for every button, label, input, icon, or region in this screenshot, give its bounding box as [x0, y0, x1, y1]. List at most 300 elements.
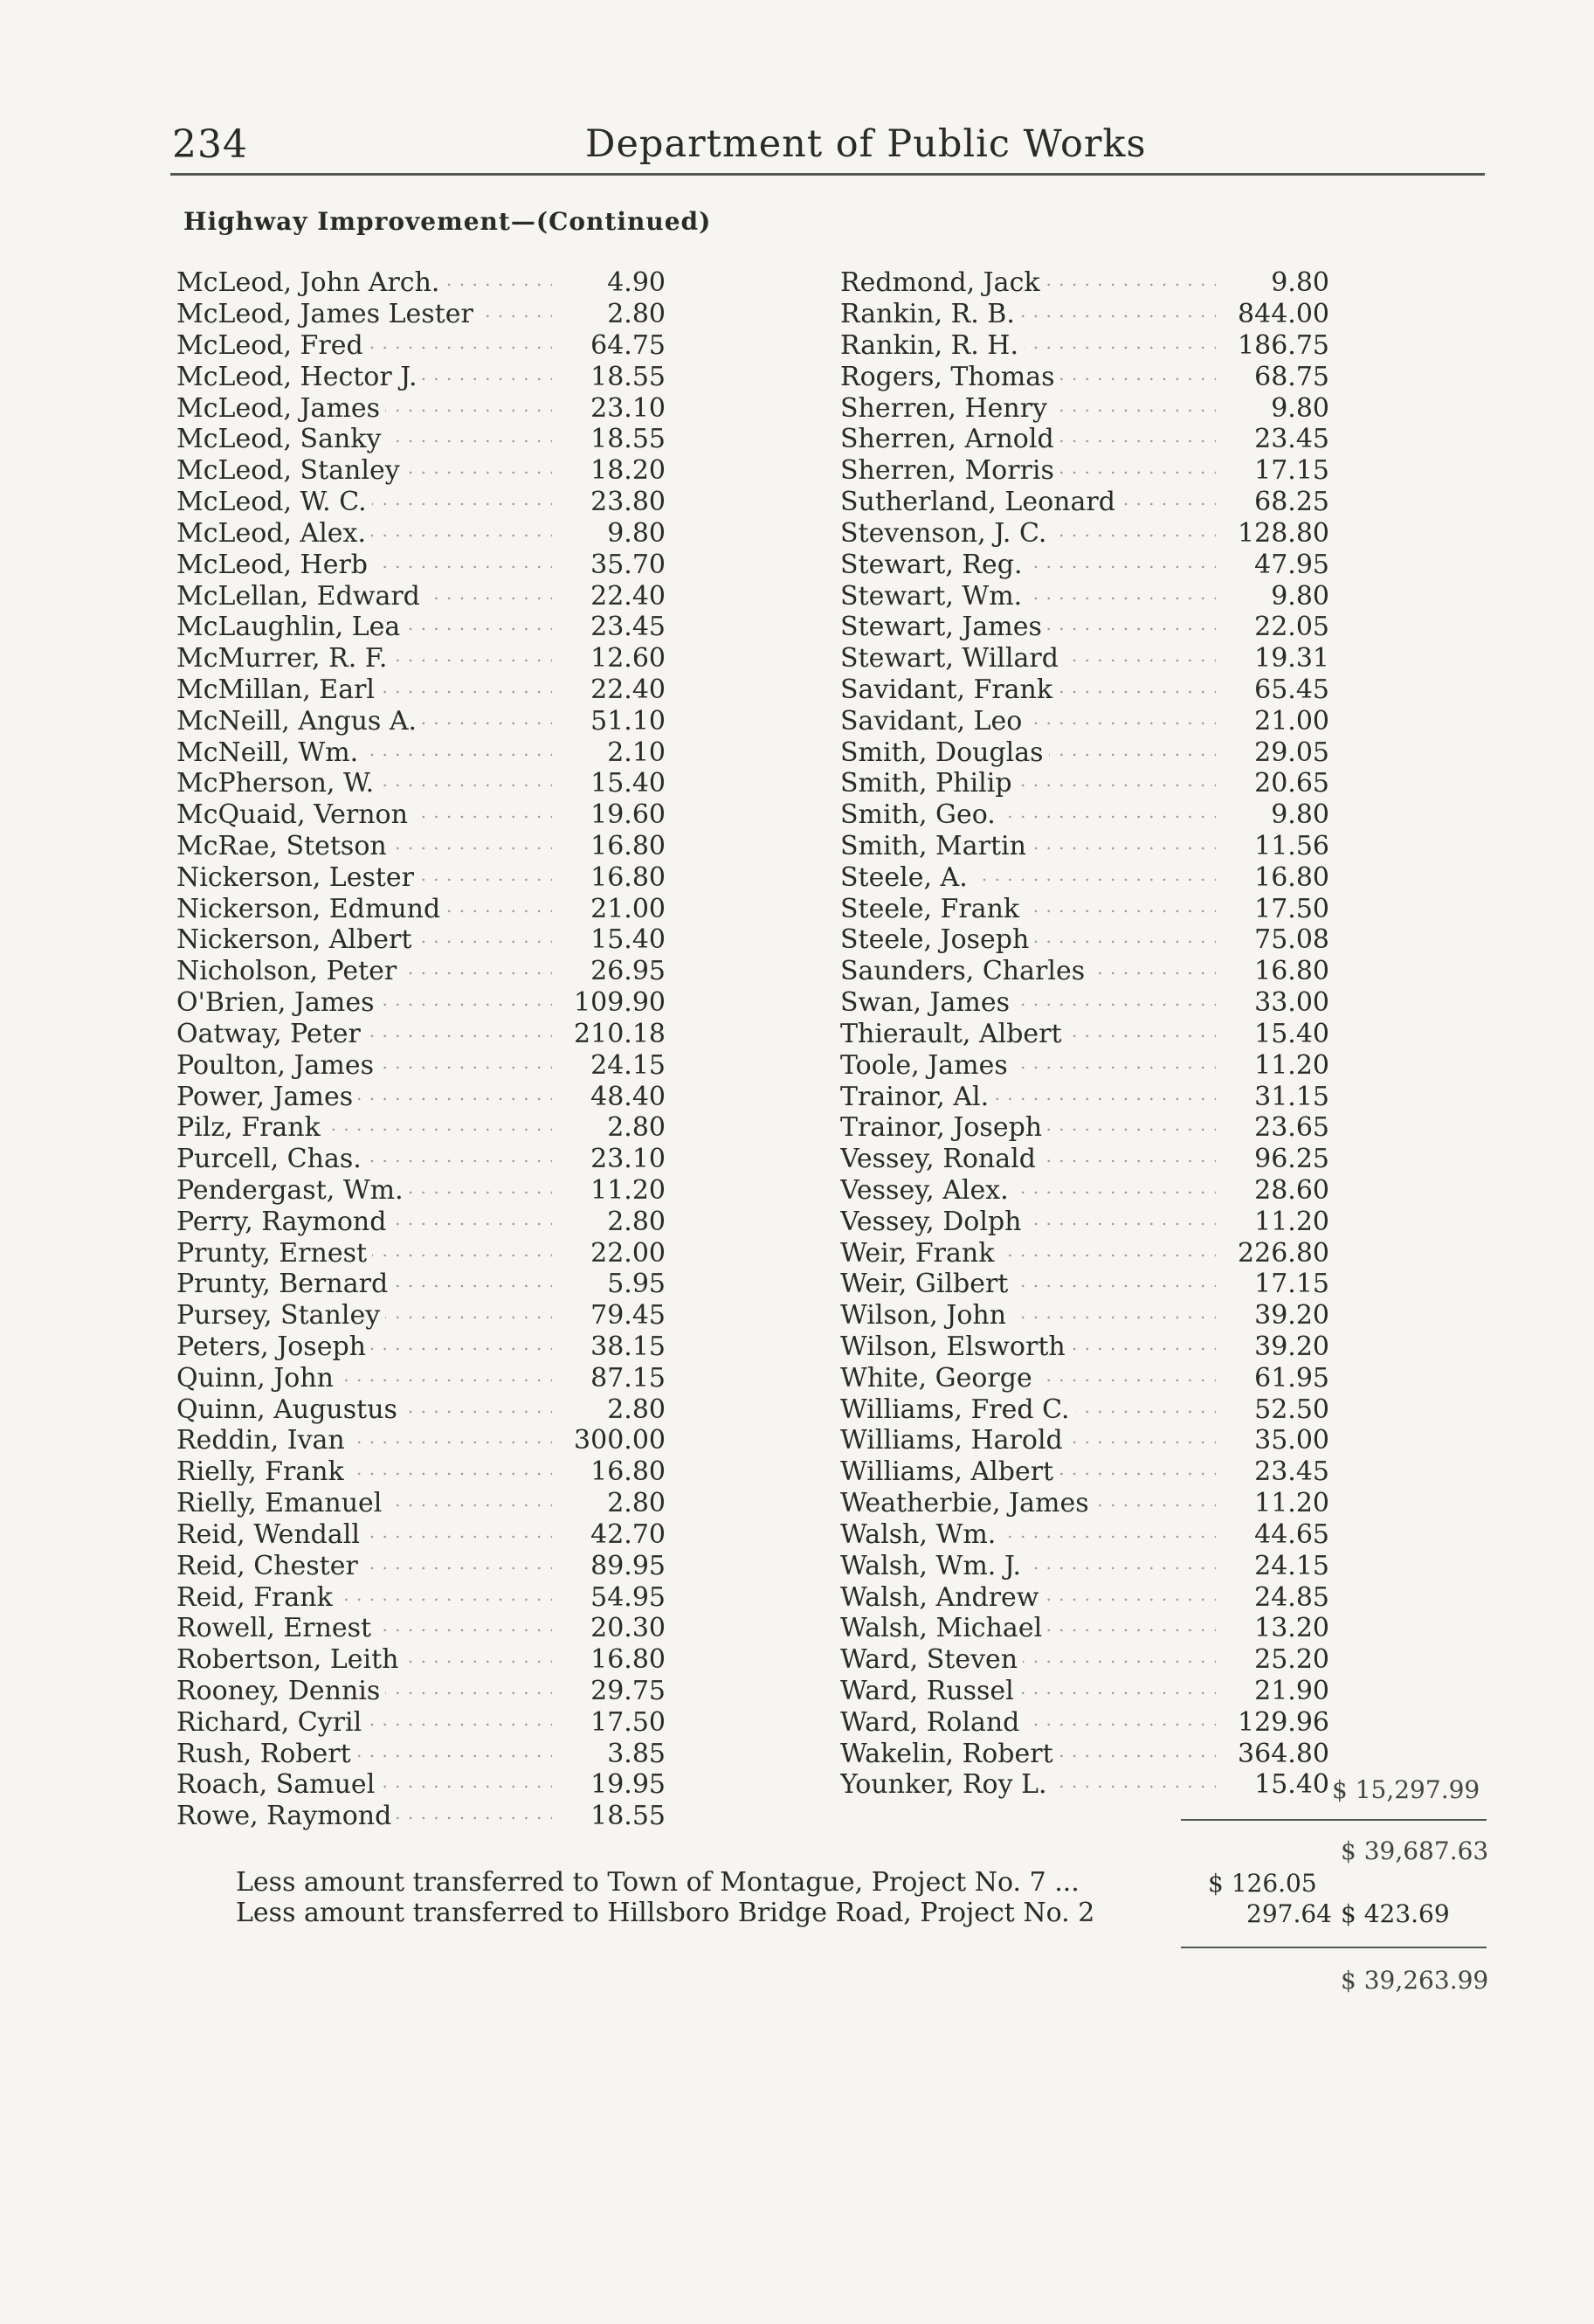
ledger-entry: [176, 1456, 666, 1488]
entry-amount: 210.18: [574, 1018, 666, 1049]
entry-amount: 64.75: [590, 330, 666, 362]
entry-name-cell: [176, 550, 552, 580]
entry-name: Trainor, Joseph: [840, 1112, 1047, 1143]
entry-name: Nickerson, Edmund: [176, 894, 445, 924]
entry-name: McLeod, Herb: [176, 550, 373, 580]
entry-amount: 75.08: [1254, 924, 1329, 956]
section-title: Highway Improvement—(Continued): [183, 207, 712, 236]
entry-name-cell: [840, 1019, 1216, 1049]
entry-name: McLellan, Edward: [176, 581, 425, 612]
entry-name-cell: [840, 1112, 1216, 1143]
ledger-entry: [840, 1769, 1329, 1801]
entry-name-cell: [176, 299, 552, 329]
entry-amount: 19.31: [1254, 643, 1329, 674]
entry-name-cell: [840, 643, 1216, 674]
ledger-entry: [176, 1613, 666, 1644]
entry-name: Trainor, Al.: [840, 1082, 994, 1112]
ledger-entry: [176, 1237, 666, 1269]
entry-name: Reddin, Ivan: [176, 1425, 350, 1456]
entry-name-cell: [176, 1425, 552, 1456]
entry-name-cell: [840, 362, 1216, 392]
entry-name: Walsh, Wm. J.: [840, 1551, 1026, 1581]
entry-amount: 39.20: [1254, 1300, 1329, 1331]
entry-amount: 4.90: [607, 267, 666, 299]
entry-name: Swan, James: [840, 987, 1015, 1018]
entry-name-cell: [840, 1456, 1216, 1487]
entry-name-cell: [176, 362, 552, 392]
entry-name-cell: [176, 1644, 552, 1675]
ledger-entry: [840, 1613, 1329, 1644]
entry-name: Vessey, Ronald: [840, 1144, 1041, 1174]
ledger-entry: [840, 361, 1329, 392]
entry-name: Vessey, Alex.: [840, 1175, 1014, 1206]
entry-amount: 844.00: [1238, 299, 1329, 330]
entry-amount: 28.60: [1254, 1174, 1329, 1206]
entry-name: Purcell, Chas.: [176, 1144, 367, 1174]
ledger-entry: [176, 1300, 666, 1331]
entry-name: Wilson, Elsworth: [840, 1331, 1071, 1362]
entry-amount: 23.45: [1254, 424, 1329, 455]
ledger-entry: [176, 1644, 666, 1676]
entry-name-cell: [176, 1050, 552, 1081]
entry-name-cell: [176, 1363, 552, 1394]
ledger-entry: [176, 1144, 666, 1175]
entry-name: Robertson, Leith: [176, 1644, 404, 1675]
entry-amount: 61.95: [1254, 1362, 1329, 1394]
ledger-entry: [840, 299, 1329, 330]
entry-name-cell: [840, 1300, 1216, 1331]
ledger-entry: [176, 705, 666, 737]
entry-name-cell: [176, 799, 552, 830]
entry-name-cell: [176, 987, 552, 1018]
entry-amount: 17.50: [590, 1706, 666, 1738]
ledger-entry: [176, 1331, 666, 1363]
ledger-entry: [176, 674, 666, 706]
entry-name-cell: [840, 1676, 1216, 1706]
subtotal-rule: [1181, 1819, 1487, 1821]
entry-amount: 300.00: [574, 1425, 666, 1456]
entry-name: Reid, Frank: [176, 1582, 338, 1613]
entry-name-cell: [176, 768, 552, 799]
ledger-entry: [176, 956, 666, 987]
ledger-entry: [176, 549, 666, 580]
ledger-entry: [840, 1488, 1329, 1519]
ledger-entry: [840, 737, 1329, 768]
transfer-total: $ 423.69: [1341, 1899, 1450, 1928]
entry-name: Smith, Martin: [840, 831, 1032, 861]
entry-name-cell: [840, 1207, 1216, 1237]
entry-name-cell: [840, 768, 1216, 799]
entry-name: Sherren, Morris: [840, 455, 1059, 486]
entry-name-cell: [176, 455, 552, 486]
ledger-entry: [176, 1676, 666, 1707]
entry-name: Rowell, Ernest: [176, 1613, 376, 1643]
entry-name-cell: [176, 1394, 552, 1425]
entry-name-cell: [840, 1644, 1216, 1675]
entry-name-cell: [840, 1582, 1216, 1613]
ledger-entry: [840, 1237, 1329, 1269]
entry-amount: 18.55: [590, 1801, 666, 1832]
entry-name-cell: [840, 550, 1216, 580]
entry-amount: 24.85: [1254, 1581, 1329, 1613]
entry-amount: 24.15: [590, 1049, 666, 1081]
entry-amount: 33.00: [1254, 987, 1329, 1019]
entry-amount: 186.75: [1238, 330, 1329, 362]
entry-amount: 16.80: [590, 1456, 666, 1488]
entry-amount: 13.20: [1254, 1613, 1329, 1644]
ledger-entry: [840, 1706, 1329, 1738]
entry-name-cell: [176, 1551, 552, 1581]
entry-name: Steele, Frank: [840, 894, 1025, 924]
entry-amount: 23.45: [590, 612, 666, 643]
ledger-entry: [840, 455, 1329, 487]
entry-name-cell: [176, 737, 552, 768]
entry-amount: 22.40: [590, 674, 666, 705]
entry-amount: 16.80: [1254, 861, 1329, 893]
entry-name: McRae, Stetson: [176, 831, 392, 861]
entry-amount: 35.70: [590, 549, 666, 580]
ledger-entry: [176, 299, 666, 330]
entry-amount: 22.40: [590, 580, 666, 612]
entry-name-cell: [840, 612, 1216, 642]
entry-amount: 11.20: [1254, 1488, 1329, 1519]
entry-name: Ward, Roland: [840, 1707, 1025, 1738]
entry-name-cell: [176, 393, 552, 424]
ledger-entry: [840, 612, 1329, 643]
entry-amount: 18.20: [590, 455, 666, 487]
entry-amount: 19.95: [590, 1769, 666, 1801]
entry-name-cell: [176, 1707, 552, 1738]
ledger-entry: [840, 1676, 1329, 1707]
entry-name-cell: [840, 924, 1216, 955]
entry-amount: 68.75: [1254, 361, 1329, 392]
entry-name-cell: [176, 267, 552, 298]
entry-amount: 38.15: [590, 1331, 666, 1363]
ledger-entry: [176, 487, 666, 518]
entry-name: Roach, Samuel: [176, 1769, 380, 1800]
ledger-entry: [840, 580, 1329, 612]
entry-amount: 9.80: [1271, 392, 1329, 424]
entry-amount: 23.45: [1254, 1456, 1329, 1488]
transfer-line-1: Less amount transferred to Town of Montague, Project No. 7 ...: [236, 1867, 1080, 1898]
entry-name: Stevenson, J. C.: [840, 518, 1052, 549]
entry-name: Williams, Albert: [840, 1456, 1059, 1487]
entry-name: Weir, Gilbert: [840, 1269, 1013, 1299]
ledger-entry: [176, 893, 666, 924]
ledger-entry: [176, 1019, 666, 1050]
entry-name-cell: [840, 1238, 1216, 1269]
entry-name: Stewart, Willard: [840, 643, 1064, 674]
ledger-entry: [840, 1331, 1329, 1363]
entry-name-cell: [840, 518, 1216, 549]
entry-name: McLeod, W. C.: [176, 487, 372, 517]
entry-name: Stewart, James: [840, 612, 1047, 642]
ledger-entry: [176, 580, 666, 612]
entry-name-cell: [840, 581, 1216, 612]
entry-name-cell: [840, 706, 1216, 737]
subtotal-amount: $ 15,297.99: [1332, 1775, 1480, 1804]
ledger-entry: [840, 1300, 1329, 1331]
entry-name: McLeod, Alex.: [176, 518, 371, 549]
entry-amount: 15.40: [590, 924, 666, 956]
ledger-entry: [840, 1081, 1329, 1112]
entry-name-cell: [176, 1144, 552, 1174]
running-title: Department of Public Works: [585, 122, 1147, 166]
entry-amount: 11.20: [590, 1174, 666, 1206]
entry-amount: 16.80: [590, 861, 666, 893]
ledger-entry: [840, 1738, 1329, 1769]
entry-name: McLeod, Fred: [176, 330, 369, 361]
ledger-entry: [176, 330, 666, 362]
entry-name-cell: [176, 1207, 552, 1237]
entry-amount: 17.15: [1254, 1269, 1329, 1300]
entry-amount: 42.70: [590, 1518, 666, 1550]
ledger-entry: [176, 737, 666, 768]
entry-amount: 19.60: [590, 799, 666, 831]
entry-name-cell: [176, 924, 552, 955]
entry-name: Prunty, Bernard: [176, 1269, 393, 1299]
entry-amount: 2.80: [607, 1488, 666, 1519]
entry-amount: 26.95: [590, 956, 666, 987]
entry-name: Wilson, John: [840, 1300, 1011, 1331]
entry-name: McPherson, W.: [176, 768, 379, 799]
entry-name: Sutherland, Leonard: [840, 487, 1121, 517]
entry-amount: 21.90: [1254, 1675, 1329, 1706]
ledger-entry: [840, 487, 1329, 518]
ledger-entry: [176, 1269, 666, 1300]
entry-name: McQuaid, Vernon: [176, 799, 413, 830]
right-column: [840, 267, 1329, 1801]
entry-name-cell: [176, 706, 552, 737]
entry-amount: 23.10: [590, 392, 666, 424]
entry-amount: 20.65: [1254, 768, 1329, 799]
ledger-entry: [840, 1362, 1329, 1394]
ledger-entry: [840, 1206, 1329, 1237]
entry-name: Stewart, Wm.: [840, 581, 1027, 612]
entry-amount: 87.15: [590, 1362, 666, 1394]
entry-name-cell: [840, 1269, 1216, 1299]
entry-amount: 17.15: [1254, 455, 1329, 487]
entry-amount: 109.90: [574, 987, 666, 1019]
entry-name-cell: [176, 1613, 552, 1643]
entry-name: Rielly, Emanuel: [176, 1488, 387, 1518]
entry-name-cell: [840, 1613, 1216, 1643]
entry-amount: 22.05: [1254, 612, 1329, 643]
entry-amount: 89.95: [590, 1550, 666, 1581]
entry-name-cell: [840, 799, 1216, 830]
ledger-entry: [840, 643, 1329, 674]
entry-name-cell: [840, 1707, 1216, 1738]
entry-amount: 31.15: [1254, 1081, 1329, 1112]
entry-name-cell: [840, 330, 1216, 361]
entry-amount: 18.55: [590, 424, 666, 455]
entry-amount: 2.10: [607, 737, 666, 768]
entry-name: Smith, Geo.: [840, 799, 1001, 830]
entry-name-cell: [176, 643, 552, 674]
entry-name: Rankin, R. H.: [840, 330, 1024, 361]
ledger-entry: [840, 674, 1329, 706]
entry-name: Nicholson, Peter: [176, 956, 402, 986]
entry-name-cell: [840, 393, 1216, 424]
ledger-entry: [176, 612, 666, 643]
ledger-entry: [176, 1081, 666, 1112]
final-total: $ 39,263.99: [1341, 1966, 1489, 1995]
entry-name-cell: [840, 424, 1216, 454]
ledger-entry: [176, 1206, 666, 1237]
entry-amount: 5.95: [607, 1269, 666, 1300]
entry-name: McLeod, John Arch.: [176, 267, 445, 298]
entry-name: Quinn, John: [176, 1363, 339, 1394]
entry-amount: 11.20: [1254, 1049, 1329, 1081]
ledger-entry: [840, 1144, 1329, 1175]
ledger-entry: [840, 1456, 1329, 1488]
entry-name-cell: [840, 1394, 1216, 1425]
entry-name: Walsh, Michael: [840, 1613, 1047, 1643]
ledger-entry: [176, 1550, 666, 1581]
entry-name: Rogers, Thomas: [840, 362, 1060, 392]
entry-amount: 51.10: [590, 705, 666, 737]
entry-name: Rowe, Raymond: [176, 1801, 397, 1831]
ledger-entry: [176, 1394, 666, 1425]
entry-name-cell: [176, 1456, 552, 1487]
entry-amount: 24.15: [1254, 1550, 1329, 1581]
entry-amount: 364.80: [1238, 1738, 1329, 1769]
entry-name-cell: [840, 956, 1216, 986]
entry-amount: 54.95: [590, 1581, 666, 1613]
ledger-entry: [840, 956, 1329, 987]
entry-amount: 25.20: [1254, 1644, 1329, 1676]
entry-amount: 23.10: [590, 1144, 666, 1175]
entry-name-cell: [176, 1519, 552, 1550]
entry-name-cell: [840, 737, 1216, 768]
entry-name: Poulton, James: [176, 1050, 379, 1081]
entry-name-cell: [840, 1331, 1216, 1362]
entry-name: Pendergast, Wm.: [176, 1175, 409, 1206]
ledger-entry: [840, 799, 1329, 831]
entry-name-cell: [840, 1082, 1216, 1112]
ledger-entry: [176, 1769, 666, 1801]
entry-amount: 15.40: [1254, 1769, 1329, 1801]
ledger-entry: [176, 1112, 666, 1144]
entry-name-cell: [176, 487, 552, 517]
entry-name: Smith, Douglas: [840, 737, 1049, 768]
entry-name: Thierault, Albert: [840, 1019, 1067, 1049]
ledger-entry: [176, 361, 666, 392]
entry-name: Weir, Frank: [840, 1238, 999, 1269]
ledger-entry: [176, 1362, 666, 1394]
ledger-entry: [176, 799, 666, 831]
entry-name: Smith, Philip: [840, 768, 1018, 799]
entry-amount: 11.20: [1254, 1206, 1329, 1237]
entry-name-cell: [176, 424, 552, 454]
entry-amount: 20.30: [590, 1613, 666, 1644]
entry-name-cell: [176, 956, 552, 986]
entry-name: Saunders, Charles: [840, 956, 1090, 986]
entry-name-cell: [176, 518, 552, 549]
entry-name-cell: [840, 487, 1216, 517]
entry-name: Oatway, Peter: [176, 1019, 366, 1049]
ledger-entry: [176, 768, 666, 799]
ledger-entry: [840, 705, 1329, 737]
entry-name: Vessey, Dolph: [840, 1207, 1026, 1237]
ledger-entry: [840, 768, 1329, 799]
entry-name: Prunty, Ernest: [176, 1238, 372, 1269]
entry-name: Nickerson, Albert: [176, 924, 417, 955]
entry-name-cell: [176, 894, 552, 924]
entry-amount: 9.80: [607, 517, 666, 549]
ledger-entry: [840, 1175, 1329, 1207]
entry-name: Reid, Chester: [176, 1551, 363, 1581]
entry-name-cell: [840, 1739, 1216, 1769]
ledger-entry: [176, 643, 666, 674]
entry-name: Rooney, Dennis: [176, 1676, 385, 1706]
entry-amount: 65.45: [1254, 674, 1329, 705]
total-before-deductions: $ 39,687.63: [1341, 1836, 1489, 1865]
entry-name: Pilz, Frank: [176, 1112, 326, 1143]
ledger-entry: [176, 1049, 666, 1081]
ledger-entry: [840, 424, 1329, 455]
entry-name-cell: [176, 862, 552, 893]
ledger-entry: [176, 1488, 666, 1519]
entry-name: Williams, Fred C.: [840, 1394, 1075, 1425]
entry-name: Rankin, R. B.: [840, 299, 1020, 329]
ledger-entry: [840, 1425, 1329, 1456]
entry-name: Steele, A.: [840, 862, 973, 893]
entry-name: Peters, Joseph: [176, 1331, 371, 1362]
entry-amount: 2.80: [607, 1394, 666, 1425]
ledger-entry: [840, 1581, 1329, 1613]
entry-name-cell: [176, 1769, 552, 1800]
entry-name-cell: [840, 267, 1216, 298]
entry-name: Ward, Russel: [840, 1676, 1019, 1706]
entry-amount: 15.40: [590, 768, 666, 799]
entry-name: McMurrer, R. F.: [176, 643, 392, 674]
entry-name: McLeod, Hector J.: [176, 362, 422, 392]
entry-name-cell: [176, 612, 552, 642]
entry-name: Savidant, Frank: [840, 674, 1058, 705]
entry-name: Sherren, Henry: [840, 393, 1052, 424]
ledger-entry: [840, 924, 1329, 956]
entry-name: McLeod, James: [176, 393, 385, 424]
entry-amount: 35.00: [1254, 1425, 1329, 1456]
entry-amount: 16.80: [590, 831, 666, 862]
entry-amount: 79.45: [590, 1300, 666, 1331]
ledger-entry: [176, 518, 666, 550]
entry-amount: 15.40: [1254, 1018, 1329, 1049]
ledger-entry: [840, 1019, 1329, 1050]
entry-name-cell: [176, 1269, 552, 1299]
ledger-entry: [176, 1581, 666, 1613]
entry-name-cell: [176, 1238, 552, 1269]
entry-name: Wakelin, Robert: [840, 1739, 1059, 1769]
ledger-entry: [840, 1394, 1329, 1425]
ledger-entry: [840, 861, 1329, 893]
entry-amount: 11.56: [1254, 831, 1329, 862]
ledger-entry: [176, 424, 666, 455]
entry-name: McNeill, Wm.: [176, 737, 363, 768]
ledger-entry: [840, 549, 1329, 580]
entry-amount: 29.75: [590, 1675, 666, 1706]
entry-amount: 48.40: [590, 1081, 666, 1112]
entry-name: Perry, Raymond: [176, 1207, 391, 1237]
entry-name: McLeod, James Lester: [176, 299, 479, 329]
entry-name: Rush, Robert: [176, 1739, 356, 1769]
ledger-entry: [176, 267, 666, 299]
entry-amount: 39.20: [1254, 1331, 1329, 1363]
ledger-entry: [840, 330, 1329, 362]
ledger-entry: [176, 924, 666, 956]
entry-name: Richard, Cyril: [176, 1707, 367, 1738]
